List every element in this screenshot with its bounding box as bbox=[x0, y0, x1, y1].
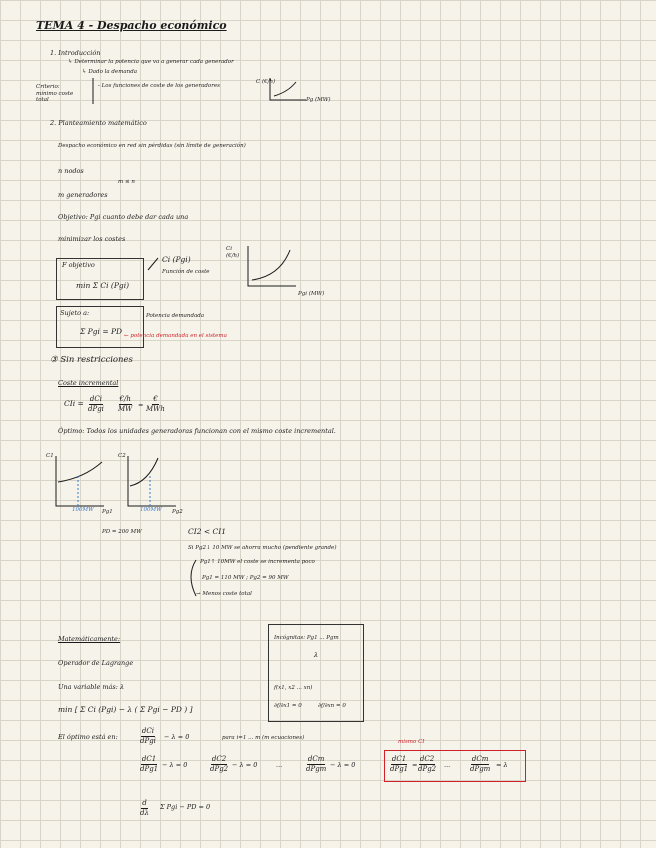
mismo-ci-label: mismo CI bbox=[398, 739, 425, 745]
chain1-den: dPg1 bbox=[140, 765, 159, 773]
box-lambda: = λ bbox=[496, 761, 508, 769]
ci-fraction bbox=[88, 396, 104, 413]
unknowns-l2: λ bbox=[314, 651, 319, 659]
dl-num: d bbox=[142, 799, 147, 807]
box2-num: dC2 bbox=[419, 755, 435, 763]
s2-line1: Despacho económico en red sin pérdidas (sin límite de generación) bbox=[58, 143, 246, 149]
objective-min: min Σ Ci (Pgi) bbox=[76, 281, 130, 290]
chain-dots: ... bbox=[276, 761, 283, 769]
boxm-den: dPgm bbox=[470, 765, 491, 773]
s2-heading: 2. Planteamiento matemático bbox=[50, 119, 147, 127]
cost-curve-sketch-1 bbox=[268, 78, 308, 104]
chain2-num: dC2 bbox=[211, 755, 227, 763]
s2-line4: Objetivo: Pgi cuanto debe dar cada una bbox=[58, 213, 189, 221]
box-frac-2 bbox=[418, 756, 436, 773]
coste-incremental-label: Coste incremental bbox=[58, 379, 119, 387]
box1-den: dPg1 bbox=[390, 765, 409, 773]
equals-sign: = bbox=[138, 401, 144, 409]
unknowns-d1: ∂f/∂x1 = 0 bbox=[274, 703, 302, 709]
pd-label: PD = 200 MW bbox=[102, 529, 142, 535]
s1-line1: ↳ Determinar la potencia que va a generar cada generador bbox=[68, 59, 234, 65]
box-frac-1 bbox=[390, 756, 408, 773]
unknowns-l3: f(x1, x2 ... xn) bbox=[274, 685, 313, 691]
box1-num: dC1 bbox=[391, 755, 407, 763]
si-line: Si Pg2↓ 10 MW se ahorra mucho (pendiente grande) bbox=[188, 545, 337, 551]
s3-heading: ③ Sin restricciones bbox=[50, 355, 133, 365]
lagrange-label: Operador de Lagrange bbox=[58, 659, 134, 667]
g1-x: Pg1 bbox=[102, 509, 113, 515]
g2-x: Pg2 bbox=[172, 509, 183, 515]
brace-divider bbox=[90, 78, 96, 104]
s1-line2: ↳ Dado la demanda bbox=[82, 69, 138, 75]
cost-curve-g1 bbox=[54, 456, 106, 508]
s1-graph-x: Pg (MW) bbox=[306, 97, 331, 103]
box-eq-1: = bbox=[412, 761, 418, 769]
opt-frac-den: dPgi bbox=[140, 737, 156, 745]
objective-label: F objetivo bbox=[62, 261, 95, 269]
ci-note: Función de coste bbox=[162, 269, 210, 275]
cost-curve-sketch-2 bbox=[246, 246, 298, 292]
chain-eq-m: − λ = 0 bbox=[330, 761, 356, 769]
ci-label: Ci (Pgi) bbox=[162, 255, 191, 264]
s2-graph-y: Ci (€/h) bbox=[226, 246, 240, 259]
math-heading: Matemáticamente: bbox=[58, 635, 121, 643]
s1-cost: - Los funciones de coste de los generadores bbox=[98, 83, 220, 89]
g1-y: C1 bbox=[46, 453, 54, 459]
final-eq: Σ Pgi − PD = 0 bbox=[160, 803, 211, 811]
s1-graph-y: C (€/h) bbox=[256, 79, 276, 85]
opt-frac-num: dCi bbox=[141, 727, 154, 735]
u2-den: MWh bbox=[146, 405, 165, 413]
chain-frac-m bbox=[306, 756, 326, 773]
s1-criterion: Criterio: mínimo coste total bbox=[36, 84, 74, 104]
ci-frac-den: dPgi bbox=[88, 405, 104, 413]
lambda-var: Una variable más: λ bbox=[58, 683, 125, 691]
arrow-sketch bbox=[146, 256, 160, 272]
opt-frac bbox=[140, 728, 156, 745]
pg1-line: Pg1↑ 10MW el coste se incrementa poco bbox=[200, 559, 315, 565]
page-title: TEMA 4 - Despacho económico bbox=[36, 19, 227, 32]
chain1-num: dC1 bbox=[141, 755, 157, 763]
cost-curve-g2 bbox=[126, 456, 178, 508]
boxm-num: dCm bbox=[471, 755, 489, 763]
s2-line5: minimizar los costes bbox=[58, 235, 126, 243]
chain-eq-1: − λ = 0 bbox=[162, 761, 188, 769]
menos-coste: → Menos coste total bbox=[196, 591, 252, 597]
u2-num: € bbox=[153, 395, 158, 403]
box-dots: ... bbox=[444, 761, 451, 769]
opt-range: para i=1 ... m (m ecuaciones) bbox=[222, 735, 305, 741]
unknowns-d2: ∂f/∂xn = 0 bbox=[318, 703, 346, 709]
s1-heading: 1. Introducción bbox=[50, 49, 101, 57]
unknowns-l1: Incógnitas: Pg1 ... Pgm bbox=[274, 635, 339, 641]
constraint-eq: Σ Pgi = PD bbox=[80, 327, 123, 336]
chain-eq-2: − λ = 0 bbox=[232, 761, 258, 769]
potencia-label: Potencia demandada bbox=[146, 313, 205, 319]
unit-fraction-1 bbox=[118, 396, 132, 413]
optimo-line: Óptimo: Todos los unidades generadoras funcionan con el mismo coste incremental. bbox=[58, 427, 336, 435]
dl-den: dλ bbox=[140, 809, 149, 817]
opt-line: El óptimo está en: bbox=[58, 733, 118, 741]
dlambda-frac bbox=[140, 800, 149, 817]
ci-frac-num: dCi bbox=[89, 395, 102, 403]
sujeto-label: Sujeto a: bbox=[60, 309, 90, 317]
lagrange-expr: min [ Σ Ci (Pgi) − λ ( Σ Pgi − PD ) ] bbox=[58, 705, 193, 714]
u1-den: MW bbox=[118, 405, 133, 413]
red-note: ← potencia demandada en el sistema bbox=[124, 333, 227, 339]
chain-frac-2 bbox=[210, 756, 228, 773]
g2-y: C2 bbox=[118, 453, 126, 459]
box-frac-m bbox=[470, 756, 490, 773]
s2-line2b: m ≤ n bbox=[118, 179, 135, 185]
chainm-den: dPgm bbox=[306, 765, 327, 773]
chainm-num: dCm bbox=[307, 755, 325, 763]
chain2-den: dPg2 bbox=[210, 765, 229, 773]
opt-eq: − λ = 0 bbox=[164, 733, 190, 741]
g2-mark: 100MW bbox=[140, 507, 162, 513]
s2-line2: n nodos bbox=[58, 167, 84, 175]
pg-values: Pg1 = 110 MW ; Pg2 = 90 MW bbox=[202, 575, 289, 581]
s2-line3: m generadores bbox=[58, 191, 108, 199]
box2-den: dPg2 bbox=[418, 765, 437, 773]
ci-lhs: CIi = bbox=[64, 399, 84, 408]
unit-fraction-2 bbox=[146, 396, 165, 413]
u1-num: €/h bbox=[119, 395, 131, 403]
chain-frac-1 bbox=[140, 756, 158, 773]
g1-mark: 100MW bbox=[72, 507, 94, 513]
ci-inequality: CI2 < CI1 bbox=[188, 527, 226, 536]
s2-graph-x: Pgi (MW) bbox=[298, 291, 325, 297]
